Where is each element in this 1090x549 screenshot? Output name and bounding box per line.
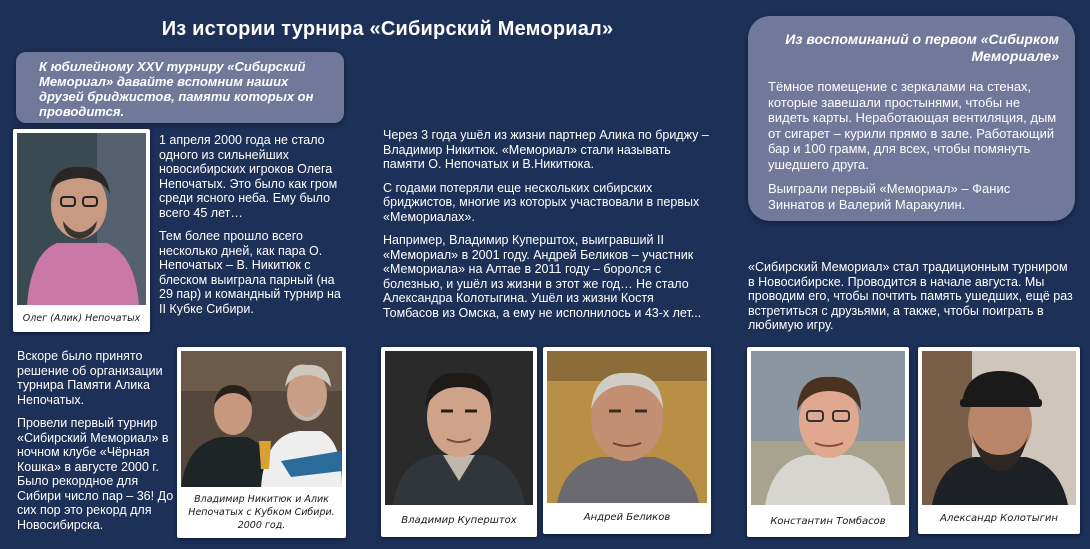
column2-text <box>383 128 713 329</box>
photo-card-tombasov <box>747 347 909 537</box>
column3-paragraph: «Сибирский Мемориал» стал традиционным турниром в Новосибирске. Проводится в начале августа. Мы проводим его, чтобы почтить память ушедших, ещё раз встретиться с друзьями, а также, чтобы поиграть в любимую игру. <box>748 260 1073 332</box>
photo-caption-kupershtokh: Владимир Куперштох <box>401 515 517 526</box>
column2-paragraph: Например, Владимир Куперштох, выигравший II «Мемориал» в 2001 году. Андрей Беликов – участник «Мемориала» на Алтае в 2011 году – боролся с болезнью, и ушёл из жизни в этот же год… Не стало Александра Колотыгина. Ушёл из жизни Костя Томбасов из Омска, а ему не исполнилось и 43-х лет... <box>383 233 702 320</box>
photo-card-nikityuk <box>177 347 346 538</box>
photo-caption-tombasov: Константин Томбасов <box>770 516 886 527</box>
photo-caption-nikityuk: Владимир Никитюк и Алик Непочатых с Кубком Сибири. 2000 год. <box>188 494 335 531</box>
intro-callout-text: К юбилейному XXV турниру «Сибирский Мемориал» давайте вспомним наших друзей бриджистов, памяти которых он проводится. <box>39 59 314 119</box>
column1-paragraph: Провели первый турнир «Сибирский Мемориал» в ночном клубе «Чёрная Кошка» в августе 2000 г. Было рекордное для Сибири число пар – 36! До сих пор это рекорд для Новосибирска. <box>17 416 174 532</box>
memories-heading: Из воспоминаний о первом «Сибирком Мемориале» <box>785 31 1059 64</box>
intro-callout <box>16 52 344 123</box>
photo-card-kupershtokh <box>381 347 537 537</box>
column1-paragraph: 1 апреля 2000 года не стало одного из сильнейших новосибирских игроков Олега Непочатых. Это было как гром среди ясного неба. Ему было всего 45 лет… <box>159 133 338 220</box>
memories-paragraph: Выиграли первый «Мемориал» – Фанис Зиннатов и Валерий Маракулин. <box>768 181 1011 212</box>
photo-caption-kolotygin: Александр Колотыгин <box>940 513 1058 524</box>
memories-callout <box>748 16 1075 221</box>
photo-caption-belikov: Андрей Беликов <box>583 512 671 523</box>
column1-paragraph: Вскоре было принято решение об организации турнира Памяти Алика Непочатых. <box>17 349 163 407</box>
photo-card-oleg <box>13 129 150 332</box>
column2-paragraph: С годами потеряли еще нескольких сибирских бриджистов, многие из которых участвовали в первых «Мемориалах». <box>383 180 700 224</box>
portrait-oleg <box>17 133 146 305</box>
memories-body <box>768 79 1063 221</box>
page-title: Из истории турнира «Сибирский Мемориал» <box>161 18 614 40</box>
portrait-belikov <box>547 351 707 503</box>
portrait-nikityuk-and-alik <box>181 351 342 487</box>
portrait-kupershtokh <box>385 351 533 505</box>
portrait-kolotygin <box>922 351 1076 505</box>
column1-text-top <box>159 133 342 325</box>
photo-card-belikov <box>543 347 711 534</box>
photo-card-kolotygin <box>918 347 1080 534</box>
column1-text-bottom <box>17 349 174 541</box>
column1-paragraph: Тем более прошло всего несколько дней, как пара О. Непочатых – В. Никитюк с блеском выиграла парный (на 29 пар) и командный турнир на II Кубке Сибири. <box>159 229 341 316</box>
memories-paragraph: Тёмное помещение с зеркалами на стенах, которые завешали простынями, чтобы не видеть карты. Неработающая вентиляция, дым от сигарет – курили прямо в зале. Работающий бар и 100 грамм, для всех, чтобы помянуть ушедшего друга. <box>768 79 1057 172</box>
column3-text <box>748 260 1073 342</box>
portrait-tombasov <box>751 351 905 505</box>
photo-caption-oleg: Олег (Алик) Непочатых <box>22 313 141 324</box>
column2-paragraph: Через 3 года ушёл из жизни партнер Алика по бриджу – Владимир Никитюк. «Мемориал» стали называть памяти О. Непочатых и В.Никитюка. <box>383 128 709 171</box>
